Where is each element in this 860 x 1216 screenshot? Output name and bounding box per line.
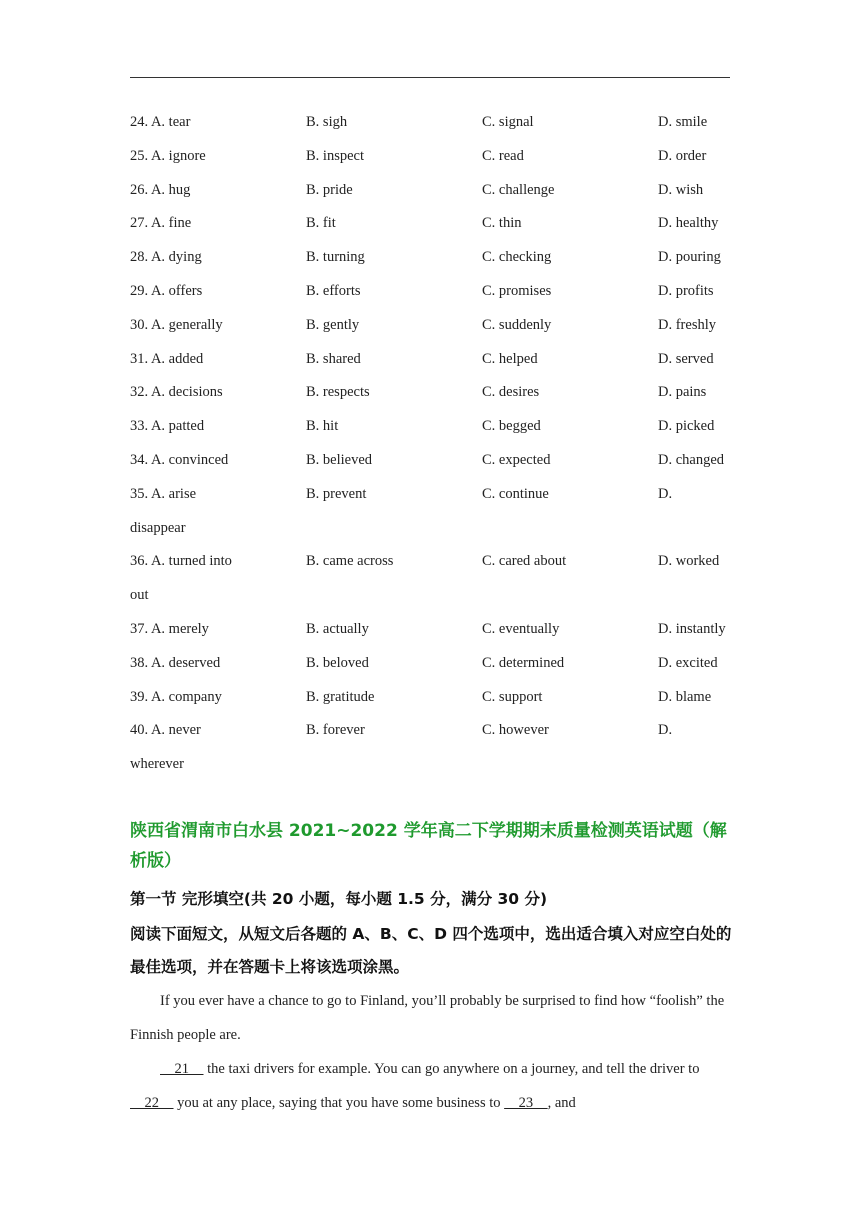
option-d: D. order (658, 147, 707, 164)
option-a: 38. A. deserved (130, 654, 221, 671)
option-d: D. instantly (658, 620, 726, 637)
option-row (130, 280, 740, 314)
option-b: B. believed (306, 451, 373, 468)
option-d-continuation: disappear (130, 519, 186, 536)
option-a: 30. A. generally (130, 316, 223, 333)
blank-23: 23 (504, 1095, 548, 1111)
option-d-continuation: wherever (130, 756, 184, 773)
option-d: D. blame (658, 688, 712, 705)
option-row (130, 618, 740, 652)
option-a: 27. A. fine (130, 215, 192, 232)
option-row (130, 686, 740, 720)
option-b: B. came across (306, 553, 394, 570)
option-c: C. cared about (482, 553, 567, 570)
option-b: B. gratitude (306, 688, 375, 705)
blank-22: 22 (130, 1095, 174, 1111)
option-a: 33. A. patted (130, 418, 205, 435)
option-d: D. pains (658, 384, 707, 401)
blank-21: 21 (160, 1061, 204, 1077)
option-a: 36. A. turned into (130, 553, 232, 570)
option-row (130, 415, 740, 449)
option-c: C. desires (482, 384, 540, 401)
exam-title: 陕西省渭南市白水县 2021~2022 学年高二下学期期末质量检测英语试题（解析版） (130, 821, 727, 871)
option-row (130, 348, 740, 382)
option-row (130, 719, 740, 753)
option-row (130, 449, 740, 483)
option-d: D. freshly (658, 316, 716, 333)
option-c: C. signal (482, 114, 534, 130)
option-d: D. changed (658, 451, 725, 468)
option-b: B. shared (306, 350, 361, 367)
option-c: C. however (482, 722, 549, 739)
header-rule (130, 77, 730, 78)
option-d: D. smile (658, 114, 708, 130)
option-a: 34. A. convinced (130, 451, 229, 468)
option-c: C. helped (482, 350, 538, 367)
option-a: 39. A. company (130, 688, 222, 705)
option-b: B. fit (306, 215, 336, 232)
option-a: 25. A. ignore (130, 147, 206, 164)
answer-options-list (130, 111, 740, 787)
option-b: B. pride (306, 181, 353, 198)
option-c: C. support (482, 688, 543, 705)
option-d: D. wish (658, 181, 704, 198)
section-heading: 第一节 完形填空(共 20 小题，每小题 1.5 分，满分 30 分) (130, 890, 548, 908)
option-d: D. (658, 485, 673, 502)
option-d: D. worked (658, 553, 720, 570)
option-row (130, 212, 740, 246)
option-a: 28. A. dying (130, 249, 202, 266)
option-d: D. pouring (658, 249, 721, 266)
option-c: C. suddenly (482, 316, 552, 333)
option-b: B. turning (306, 249, 365, 266)
passage-paragraph-2 (130, 1052, 735, 1120)
option-d: D. excited (658, 654, 718, 671)
option-a: 32. A. decisions (130, 384, 223, 401)
option-row (130, 550, 740, 584)
option-c: C. continue (482, 485, 549, 502)
option-b: B. sigh (306, 114, 348, 130)
option-c: C. promises (482, 282, 552, 299)
option-row (130, 314, 740, 348)
option-d: D. (658, 722, 673, 739)
option-c: C. read (482, 147, 524, 164)
option-b: B. actually (306, 620, 369, 637)
option-c: C. begged (482, 418, 541, 435)
option-c: C. challenge (482, 181, 555, 198)
option-row (130, 652, 740, 686)
passage-text: , and (547, 1095, 576, 1111)
option-c: C. eventually (482, 620, 560, 637)
option-d: D. picked (658, 418, 715, 435)
option-a: 31. A. added (130, 350, 204, 367)
option-b: B. efforts (306, 282, 361, 299)
option-d-continuation: out (130, 587, 149, 604)
passage-text: the taxi drivers for example. You can go anywhere on a journey, and tell the driver to (203, 1061, 700, 1077)
option-row (130, 246, 740, 280)
option-b: B. beloved (306, 654, 369, 671)
option-a: 40. A. never (130, 722, 201, 739)
option-c: C. determined (482, 654, 565, 671)
option-d: D. served (658, 350, 714, 367)
option-b: B. forever (306, 722, 365, 739)
option-row (130, 145, 740, 179)
option-a: 24. A. tear (130, 114, 191, 130)
option-a: 35. A. arise (130, 485, 197, 502)
option-d: D. healthy (658, 215, 719, 232)
passage-paragraph-1: If you ever have a chance to go to Finland, you’ll probably be surprised to find how “foolish” the Finnish people are. (130, 993, 725, 1043)
option-b: B. hit (306, 418, 339, 435)
option-c: C. checking (482, 249, 552, 266)
option-row (130, 381, 740, 415)
instruction-text: 阅读下面短文，从短文后各题的 A、B、C、D 四个选项中，选出适合填入对应空白处的最佳选项，并在答题卡上将该选项涂黑。 (130, 925, 732, 976)
passage-text: you at any place, saying that you have some business to (173, 1095, 505, 1111)
option-row (130, 179, 740, 213)
option-a: 37. A. merely (130, 620, 209, 637)
option-c: C. expected (482, 451, 551, 468)
option-b: B. prevent (306, 485, 367, 502)
option-c: C. thin (482, 215, 522, 232)
option-a: 26. A. hug (130, 181, 191, 198)
option-b: B. inspect (306, 147, 364, 164)
option-d: D. profits (658, 282, 714, 299)
option-a: 29. A. offers (130, 282, 203, 299)
option-row (130, 483, 740, 517)
option-b: B. gently (306, 316, 360, 333)
option-b: B. respects (306, 384, 370, 401)
option-row (130, 111, 740, 145)
